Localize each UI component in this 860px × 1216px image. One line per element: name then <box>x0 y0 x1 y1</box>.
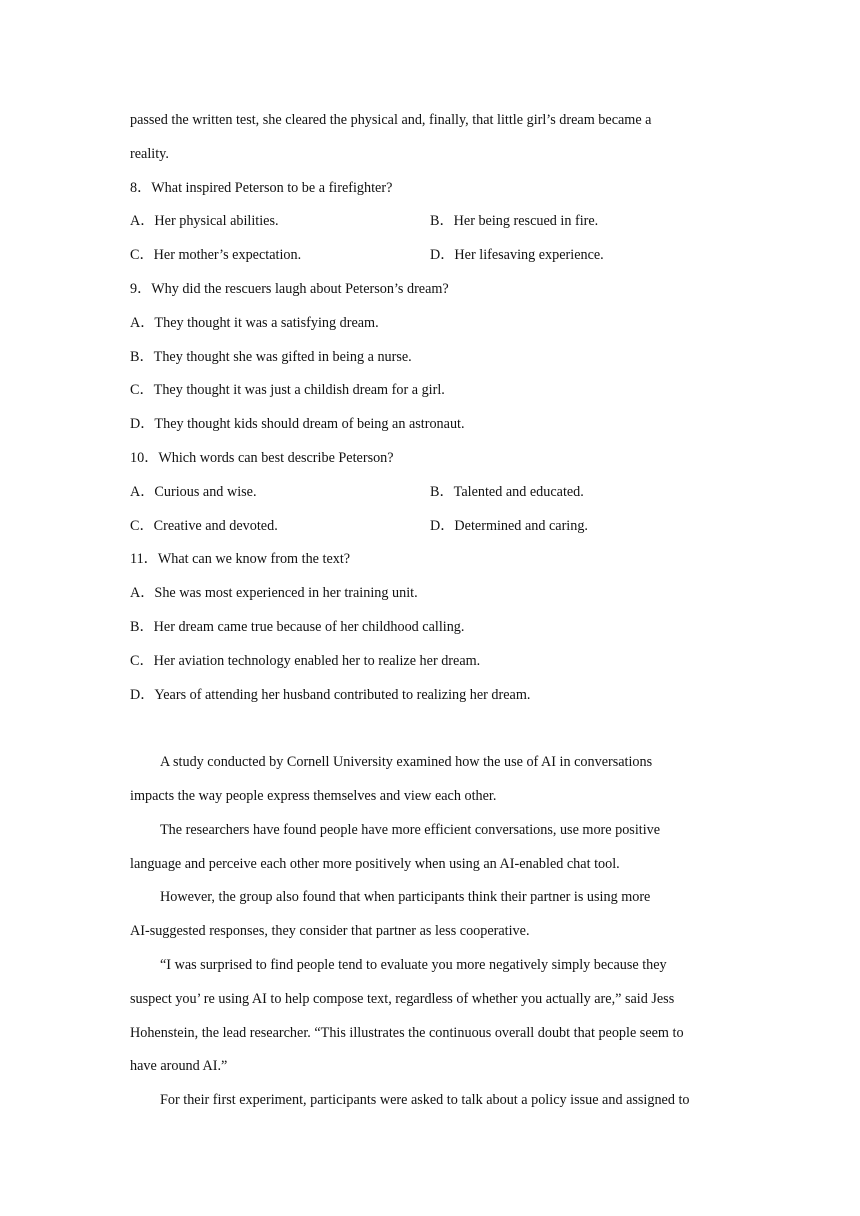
option-row <box>130 239 730 273</box>
option-c: C．They thought it was just a childish dream for a girl. <box>130 382 445 399</box>
question-stem: 8．What inspired Peterson to be a firefighter? <box>130 179 393 196</box>
question-stem: 10．Which words can best describe Peterson? <box>130 449 394 466</box>
option-c: C．Her mother’s expectation. <box>130 247 302 264</box>
paragraph-line: Hohenstein, the lead researcher. “This illustrates the continuous overall doubt that people seem to <box>130 1024 684 1041</box>
paragraph-line: AI-suggested responses, they consider that partner as less cooperative. <box>130 923 530 940</box>
option-c: C．Her aviation technology enabled her to realize her dream. <box>130 652 481 669</box>
option-b: B．Her dream came true because of her childhood calling. <box>130 618 465 635</box>
paragraph-line: “I was surprised to find people tend to evaluate you more negatively simply because they <box>160 956 667 973</box>
section-gap <box>130 712 730 746</box>
option-d: D．Her lifesaving experience. <box>430 247 604 264</box>
option-d: D．Years of attending her husband contributed to realizing her dream. <box>130 686 531 703</box>
option-a: A．Curious and wise. <box>130 483 257 500</box>
option-a: A．Her physical abilities. <box>130 213 279 230</box>
paragraph-line: A study conducted by Cornell University examined how the use of AI in conversations <box>160 754 653 771</box>
option-row <box>130 205 730 239</box>
option-row <box>130 510 730 544</box>
option-b: B．They thought she was gifted in being a nurse. <box>130 348 412 365</box>
paragraph-line: language and perceive each other more positively when using an AI-enabled chat tool. <box>130 855 620 872</box>
question-stem: 11．What can we know from the text? <box>130 551 351 568</box>
paragraph-line: However, the group also found that when participants think their partner is using more <box>160 889 651 906</box>
option-b: B．Her being rescued in fire. <box>430 213 599 230</box>
option-row <box>130 476 730 510</box>
option-c: C．Creative and devoted. <box>130 517 278 534</box>
option-a: A．They thought it was a satisfying dream. <box>130 314 379 331</box>
option-a: A．She was most experienced in her training unit. <box>130 585 418 602</box>
paragraph-line: have around AI.” <box>130 1058 228 1075</box>
option-b: B．Talented and educated. <box>430 483 584 500</box>
paragraph-line: suspect you’ re using AI to help compose text, regardless of whether you actually are,” said Jess <box>130 990 675 1007</box>
text-line: passed the written test, she cleared the physical and, finally, that little girl’s dream became a <box>130 112 652 128</box>
document-body <box>130 104 730 1118</box>
question-stem: 9．Why did the rescuers laugh about Peterson’s dream? <box>130 280 449 297</box>
option-d: D．They thought kids should dream of being an astronaut. <box>130 416 465 433</box>
text-line: reality. <box>130 145 169 162</box>
option-d: D．Determined and caring. <box>430 517 588 534</box>
paragraph-line: The researchers have found people have more efficient conversations, use more positive <box>160 821 661 838</box>
paragraph-line: For their first experiment, participants were asked to talk about a policy issue and assigned to <box>160 1092 690 1109</box>
paragraph-line: impacts the way people express themselves and view each other. <box>130 787 497 804</box>
